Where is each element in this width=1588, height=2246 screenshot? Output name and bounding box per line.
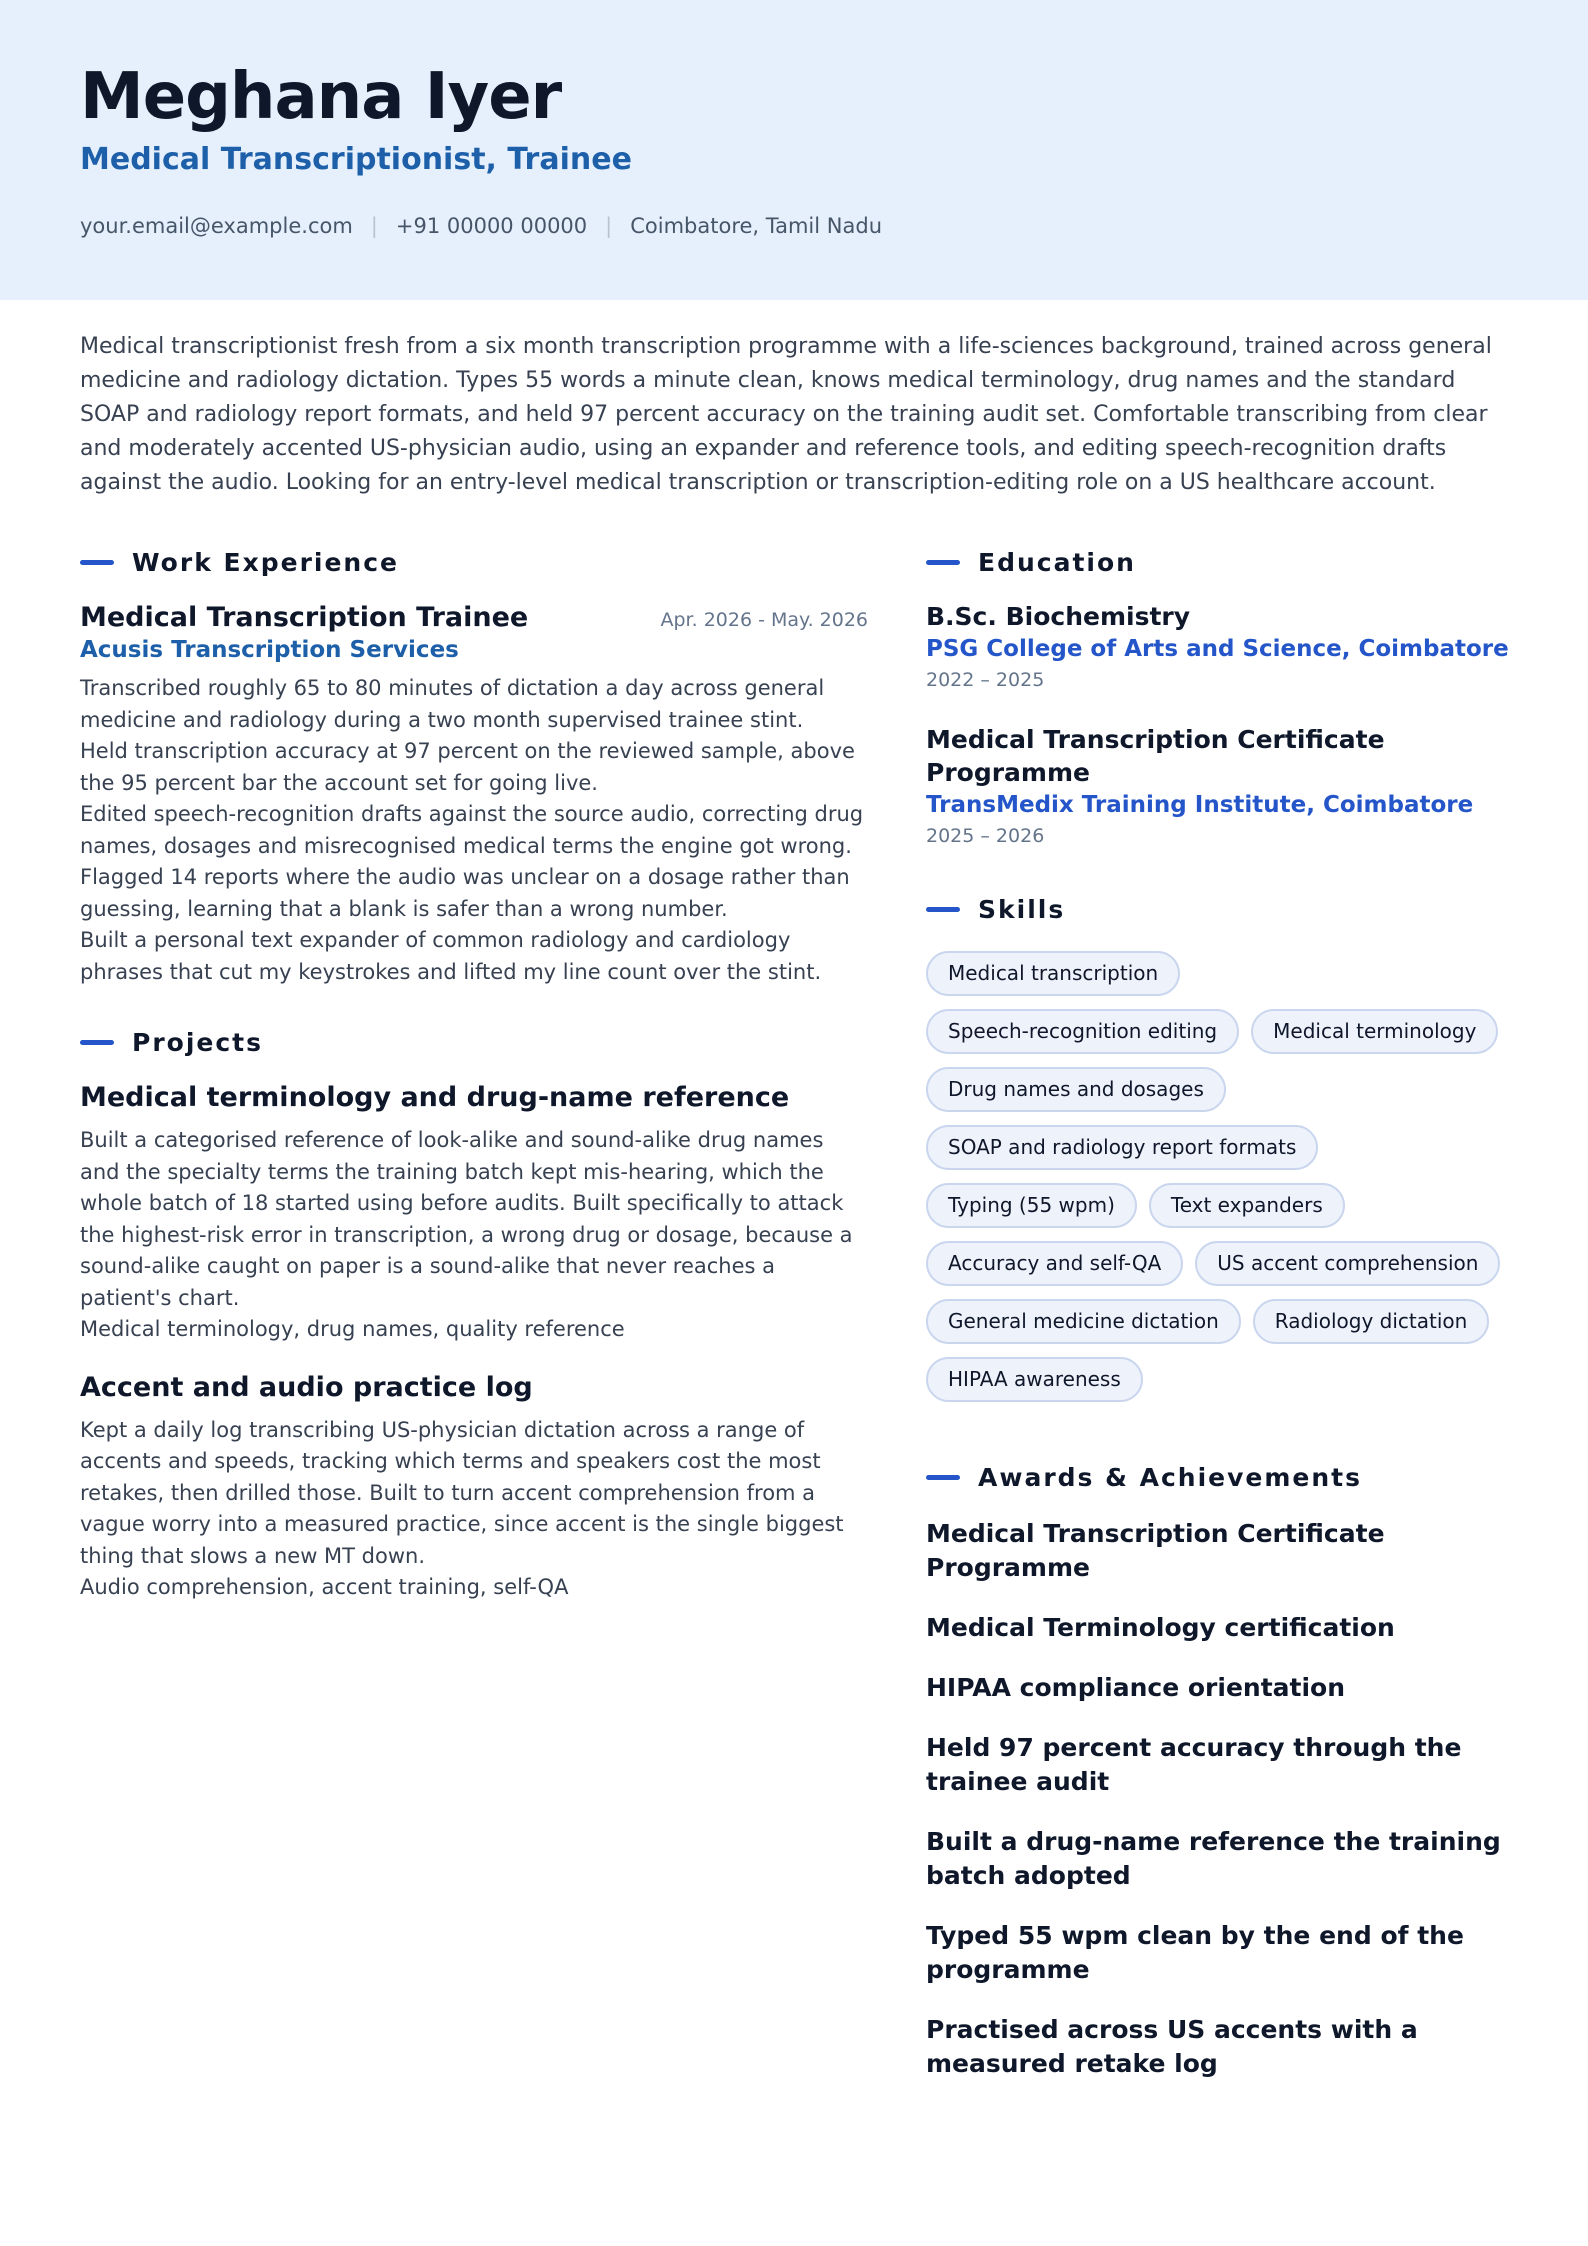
education-degree: B.Sc. Biochemistry bbox=[926, 602, 1191, 631]
award-item: Medical Transcription Certificate Programme bbox=[926, 1519, 1385, 1582]
job-bullet: Flagged 14 reports where the audio was unclear on a dosage rather than guessing, learning that a blank is safer than a wrong number. bbox=[80, 865, 850, 921]
section-title: Awards & Achievements bbox=[978, 1462, 1363, 1492]
project-title: Accent and audio practice log bbox=[80, 1371, 533, 1403]
projects-heading bbox=[80, 1022, 868, 1062]
award-item: HIPAA compliance orientation bbox=[926, 1673, 1346, 1702]
skills-heading bbox=[926, 889, 1516, 929]
awards-heading bbox=[926, 1457, 1516, 1497]
education-school: PSG College of Arts and Science, Coimbatore bbox=[926, 636, 1509, 662]
project-entry bbox=[80, 1082, 868, 1346]
section-title: Projects bbox=[132, 1027, 264, 1057]
candidate-name: Meghana Iyer bbox=[80, 60, 562, 134]
separator: | bbox=[370, 214, 378, 238]
education-years: 2025 – 2026 bbox=[926, 825, 1045, 847]
education-entry bbox=[926, 600, 1516, 695]
education-heading bbox=[926, 542, 1516, 582]
skill-chip: SOAP and radiology report formats bbox=[926, 1125, 1318, 1170]
job-dates: Apr. 2026 - May. 2026 bbox=[660, 609, 868, 631]
separator: | bbox=[605, 214, 613, 238]
project-entry bbox=[80, 1372, 868, 1604]
award-item: Practised across US accents with a measured retake log bbox=[926, 2015, 1418, 2078]
job-organization: Acusis Transcription Services bbox=[80, 637, 459, 663]
left-column bbox=[80, 542, 868, 1604]
section-dash-icon bbox=[926, 907, 960, 912]
job-bullet: Held transcription accuracy at 97 percent on the reviewed sample, above the 95 percent bar the account set for going live. bbox=[80, 739, 855, 795]
award-item: Built a drug-name reference the training batch adopted bbox=[926, 1827, 1501, 1890]
summary: Medical transcriptionist fresh from a six month transcription programme with a life-sciences background, trained across general medicine and radiology dictation. Types 55 words a minute clean, knows medical terminology, drug names and the standard SOAP and radiology report formats, and held 97 percent accuracy on the training audit set. Comfortable transcribing from clear and moderately accented US-physician audio, using an expander and reference tools, and editing speech-recognition drafts against the audio. Looking for an entry-level medical transcription or transcription-editing role on a US healthcare account. bbox=[80, 334, 1492, 495]
skill-chip: HIPAA awareness bbox=[926, 1357, 1143, 1402]
skill-chip: Typing (55 wpm) bbox=[926, 1183, 1137, 1228]
contact-location: Coimbatore, Tamil Nadu bbox=[630, 214, 882, 238]
skill-chip: Drug names and dosages bbox=[926, 1067, 1226, 1112]
skill-chip: US accent comprehension bbox=[1195, 1241, 1500, 1286]
section-title: Education bbox=[978, 547, 1136, 577]
section-dash-icon bbox=[80, 560, 114, 565]
header-banner bbox=[0, 0, 1588, 300]
skill-chip: Speech-recognition editing bbox=[926, 1009, 1239, 1054]
right-column bbox=[926, 542, 1516, 2081]
education-degree: Medical Transcription Certificate Programme bbox=[926, 725, 1385, 787]
job-bullet: Transcribed roughly 65 to 80 minutes of dictation a day across general medicine and radiology during a two month supervised trainee stint. bbox=[80, 676, 825, 732]
contact-line bbox=[80, 214, 882, 238]
section-dash-icon bbox=[926, 1475, 960, 1480]
job-role: Medical Transcriptionist, Trainee bbox=[80, 142, 632, 177]
skill-chip: Radiology dictation bbox=[1253, 1299, 1490, 1344]
award-item: Typed 55 wpm clean by the end of the programme bbox=[926, 1921, 1464, 1984]
section-dash-icon bbox=[926, 560, 960, 565]
skill-chip: Text expanders bbox=[1149, 1183, 1345, 1228]
project-tags: Medical terminology, drug names, quality reference bbox=[80, 1317, 625, 1341]
project-description: Kept a daily log transcribing US-physician dictation across a range of accents and speeds, tracking which terms and speakers cost the most retakes, then drilled those. Built to turn accent comprehension from a vague worry into a measured practice, since accent is the single biggest thing that slows a new MT down. bbox=[80, 1417, 844, 1568]
skill-chip: Medical transcription bbox=[926, 951, 1180, 996]
job-title: Medical Transcription Trainee bbox=[80, 602, 529, 633]
project-description: Built a categorised reference of look-alike and sound-alike drug names and the specialty terms the training batch kept mis-hearing, which the whole batch of 18 started using before audits. Built specifically to attack the highest-risk error in transcription, a wrong drug or dosage, because a sound-alike caught on paper is a sound-alike that never reaches a patient's chart. bbox=[80, 1128, 853, 1310]
education-entry bbox=[926, 723, 1516, 851]
work-experience-heading bbox=[80, 542, 868, 582]
contact-email[interactable]: your.email@example.com bbox=[80, 214, 353, 238]
job-bullets bbox=[80, 673, 868, 988]
job-bullet: Edited speech-recognition drafts against the source audio, correcting drug names, dosages and misrecognised medical terms the engine got wrong. bbox=[80, 802, 864, 858]
job-bullet: Built a personal text expander of common radiology and cardiology phrases that cut my keystrokes and lifted my line count over the stint. bbox=[80, 928, 822, 984]
skill-chip: Accuracy and self-QA bbox=[926, 1241, 1183, 1286]
contact-phone[interactable]: +91 00000 00000 bbox=[395, 214, 588, 238]
section-title: Skills bbox=[978, 894, 1066, 924]
section-dash-icon bbox=[80, 1040, 114, 1045]
project-tags: Audio comprehension, accent training, self-QA bbox=[80, 1575, 569, 1599]
project-title: Medical terminology and drug-name reference bbox=[80, 1082, 790, 1113]
education-years: 2022 – 2025 bbox=[926, 669, 1045, 691]
skill-chip: General medicine dictation bbox=[926, 1299, 1241, 1344]
skill-chip: Medical terminology bbox=[1251, 1009, 1498, 1054]
award-item: Medical Terminology certification bbox=[926, 1613, 1395, 1642]
section-title: Work Experience bbox=[132, 547, 399, 577]
skills-list bbox=[926, 951, 1516, 1415]
education-school: TransMedix Training Institute, Coimbatore bbox=[926, 792, 1474, 818]
awards-list bbox=[926, 1517, 1516, 2081]
job-entry bbox=[80, 602, 868, 988]
award-item: Held 97 percent accuracy through the trainee audit bbox=[926, 1733, 1462, 1796]
